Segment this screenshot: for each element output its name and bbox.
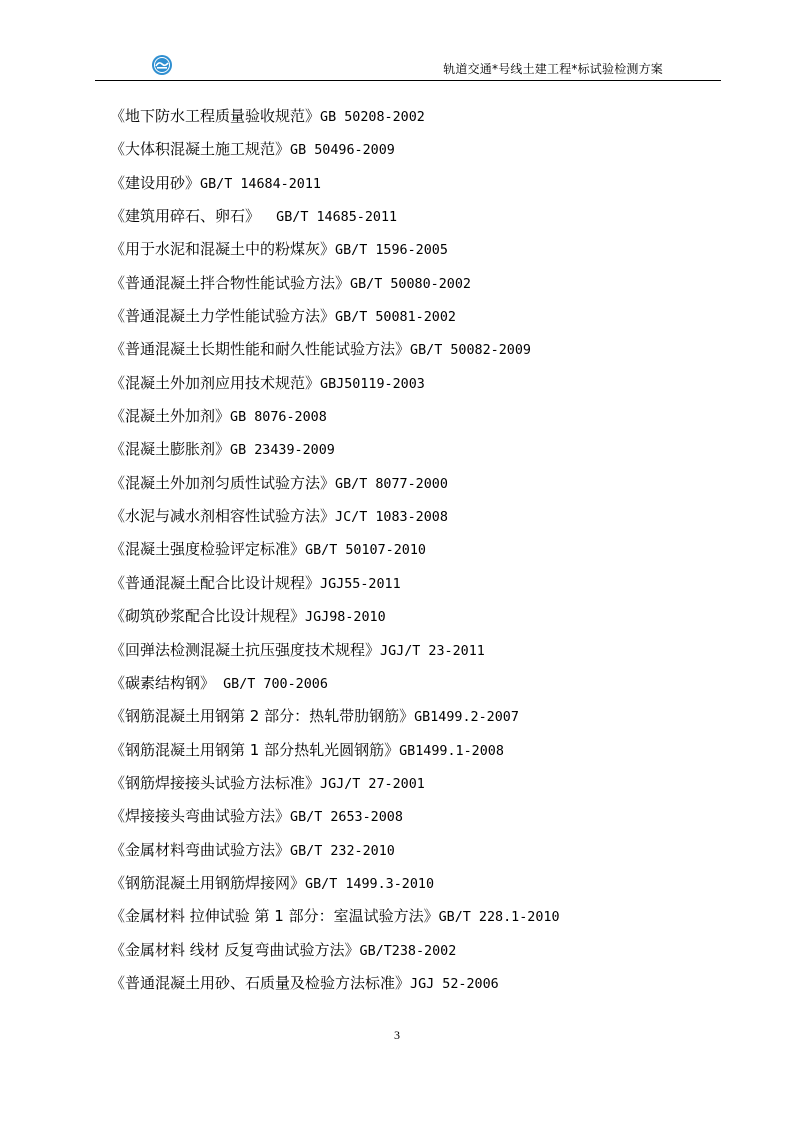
reference-title: 《钢筋焊接接头试验方法标准》 xyxy=(110,773,321,792)
standard-code: GB/T 14684-2011 xyxy=(200,176,321,192)
reference-title: 《金属材料 拉伸试验 第 1 部分：室温试验方法》 xyxy=(110,907,439,926)
reference-title: 《普通混凝土拌合物性能试验方法》 xyxy=(110,273,351,292)
page-header xyxy=(95,52,721,82)
reference-item xyxy=(110,100,710,133)
standard-code: GB/T 14685-2011 xyxy=(260,210,398,226)
standard-code: JGJ/T 27-2001 xyxy=(320,776,425,792)
reference-item xyxy=(110,900,710,933)
reference-title: 《金属材料 线材 反复弯曲试验方法》 xyxy=(110,940,360,959)
reference-item xyxy=(110,533,710,566)
reference-title: 《金属材料弯曲试验方法》 xyxy=(110,840,291,859)
reference-item xyxy=(110,467,710,500)
reference-item xyxy=(110,133,710,166)
reference-item xyxy=(110,600,710,633)
reference-item xyxy=(110,400,710,433)
standard-code: GB 23439-2009 xyxy=(230,443,335,459)
reference-title: 《焊接接头弯曲试验方法》 xyxy=(110,807,291,826)
standard-code: GB/T 232-2010 xyxy=(290,843,395,859)
reference-title: 《混凝土外加剂匀质性试验方法》 xyxy=(110,473,336,492)
reference-item xyxy=(110,333,710,366)
reference-title: 《建筑用碎石、卵石》 xyxy=(110,207,261,226)
reference-item xyxy=(110,800,710,833)
standard-code: JC/T 1083-2008 xyxy=(335,510,448,526)
reference-title: 《建设用砂》 xyxy=(110,173,201,192)
reference-title: 《砌筑砂浆配合比设计规程》 xyxy=(110,607,306,626)
reference-item xyxy=(110,934,710,967)
company-logo-icon xyxy=(151,54,173,76)
reference-title: 《普通混凝土长期性能和耐久性能试验方法》 xyxy=(110,340,411,359)
reference-item xyxy=(110,734,710,767)
reference-title: 《普通混凝土用砂、石质量及检验方法标准》 xyxy=(110,973,411,992)
standard-code: GBJ50119-2003 xyxy=(320,376,425,392)
page-number: 3 xyxy=(394,1028,400,1042)
reference-title: 《地下防水工程质量验收规范》 xyxy=(110,107,321,125)
reference-item xyxy=(110,433,710,466)
reference-item xyxy=(110,667,710,700)
standard-code: GB/T 8077-2000 xyxy=(335,476,448,492)
standard-code: GB 50208-2002 xyxy=(320,110,425,125)
reference-item xyxy=(110,300,710,333)
reference-title: 《普通混凝土力学性能试验方法》 xyxy=(110,307,336,326)
reference-title: 《普通混凝土配合比设计规程》 xyxy=(110,573,321,592)
standard-code: GB/T238-2002 xyxy=(359,943,457,959)
header-divider xyxy=(95,80,721,81)
reference-item xyxy=(110,267,710,300)
standard-code: GB 8076-2008 xyxy=(230,410,327,426)
reference-item xyxy=(110,834,710,867)
standard-code: JGJ/T 23-2011 xyxy=(380,643,485,659)
standard-code: GB/T 1499.3-2010 xyxy=(305,876,435,892)
reference-title: 《钢筋混凝土用钢第 2 部分：热轧带肋钢筋》 xyxy=(110,707,415,726)
standard-code: JGJ 52-2006 xyxy=(410,976,499,992)
reference-title: 《混凝土外加剂应用技术规范》 xyxy=(110,373,321,392)
reference-item xyxy=(110,867,710,900)
reference-title: 《回弹法检测混凝土抗压强度技术规程》 xyxy=(110,640,381,659)
reference-list xyxy=(110,100,710,1000)
reference-title: 《水泥与减水剂相容性试验方法》 xyxy=(110,507,336,526)
standard-code: GB1499.2-2007 xyxy=(414,710,519,726)
reference-item xyxy=(110,767,710,800)
standard-code: GB/T 50080-2002 xyxy=(350,276,471,292)
standard-code: GB 50496-2009 xyxy=(290,143,395,159)
standard-code: GB/T 228.1-2010 xyxy=(438,910,560,926)
reference-title: 《大体积混凝土施工规范》 xyxy=(110,140,291,159)
reference-item xyxy=(110,233,710,266)
standard-code: GB/T 2653-2008 xyxy=(290,810,403,826)
reference-item xyxy=(110,500,710,533)
reference-title: 《钢筋混凝土用钢第 1 部分热轧光圆钢筋》 xyxy=(110,740,400,759)
standard-code: GB/T 1596-2005 xyxy=(335,243,448,259)
standard-code: JGJ98-2010 xyxy=(305,610,386,626)
reference-item xyxy=(110,367,710,400)
reference-item xyxy=(110,967,710,1000)
reference-title: 《混凝土膨胀剂》 xyxy=(110,440,231,459)
reference-item xyxy=(110,567,710,600)
standard-code: GB/T 50082-2009 xyxy=(410,343,531,359)
reference-item xyxy=(110,634,710,667)
reference-item xyxy=(110,167,710,200)
reference-title: 《混凝土外加剂》 xyxy=(110,407,231,426)
header-title: 轨道交通*号线土建工程*标试验检测方案 xyxy=(443,62,663,76)
standard-code: GB/T 50081-2002 xyxy=(335,310,456,326)
reference-title: 《用于水泥和混凝土中的粉煤灰》 xyxy=(110,240,336,259)
reference-title: 《混凝土强度检验评定标准》 xyxy=(110,540,306,559)
standard-code: GB/T 50107-2010 xyxy=(305,543,426,559)
standard-code: GB/T 700-2006 xyxy=(215,676,328,692)
standard-code: GB1499.1-2008 xyxy=(399,743,504,759)
reference-item xyxy=(110,200,710,233)
reference-title: 《钢筋混凝土用钢筋焊接网》 xyxy=(110,873,306,892)
reference-item xyxy=(110,700,710,733)
standard-code: JGJ55-2011 xyxy=(320,576,401,592)
reference-title: 《碳素结构钢》 xyxy=(110,673,216,692)
